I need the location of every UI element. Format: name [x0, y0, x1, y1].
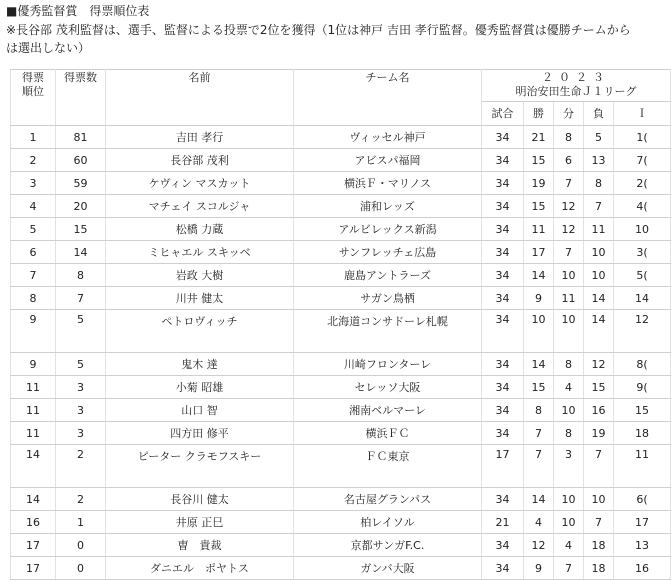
- losses-cell: 13: [584, 149, 614, 172]
- draws-cell: 8: [554, 353, 584, 376]
- team-cell: ヴィッセル神戸: [294, 126, 482, 149]
- table-row: [11, 149, 671, 172]
- rank-cell: 17: [11, 534, 56, 557]
- losses-cell: 10: [584, 241, 614, 264]
- table-row: [11, 376, 671, 399]
- rank-cell: 16: [11, 511, 56, 534]
- wins-cell: 15: [524, 376, 554, 399]
- name-cell: 川井 健太: [106, 287, 294, 310]
- table-row: [11, 399, 671, 422]
- matches-cell: 34: [482, 488, 524, 511]
- rank-cell: 4: [11, 195, 56, 218]
- team-cell: ＦＣ東京: [294, 445, 482, 488]
- wins-cell: 9: [524, 557, 554, 580]
- wins-cell: 14: [524, 488, 554, 511]
- draws-cell: 12: [554, 218, 584, 241]
- table-row: [11, 172, 671, 195]
- losses-cell: 7: [584, 195, 614, 218]
- draws-cell: 11: [554, 287, 584, 310]
- votes-cell: 60: [56, 149, 106, 172]
- matches-cell: 34: [482, 534, 524, 557]
- draws-cell: 6: [554, 149, 584, 172]
- rank-cell: 1: [11, 126, 56, 149]
- losses-cell: 8: [584, 172, 614, 195]
- table-row: [11, 511, 671, 534]
- wins-cell: 15: [524, 149, 554, 172]
- team-header: チーム名: [294, 70, 482, 126]
- team-cell: 横浜ＦＣ: [294, 422, 482, 445]
- votes-cell: 81: [56, 126, 106, 149]
- extra-cell: 4(: [614, 195, 671, 218]
- table-row: [11, 422, 671, 445]
- losses-cell: 7: [584, 511, 614, 534]
- wins-cell: 11: [524, 218, 554, 241]
- losses-cell: 16: [584, 399, 614, 422]
- wins-cell: 19: [524, 172, 554, 195]
- rank-cell: 3: [11, 172, 56, 195]
- votes-cell: 3: [56, 376, 106, 399]
- name-cell: 四方田 修平: [106, 422, 294, 445]
- matches-cell: 34: [482, 557, 524, 580]
- rank-cell: 9: [11, 353, 56, 376]
- draws-cell: 10: [554, 399, 584, 422]
- draws-cell: 7: [554, 557, 584, 580]
- extra-cell: 6(: [614, 488, 671, 511]
- page-note: ※長谷部 茂利監督は、選手、監督による投票で2位を獲得（1位は神戸 吉田 孝行監督。優秀監督賞は優勝チームからは選出しない）: [6, 23, 631, 55]
- extra-cell: 8(: [614, 353, 671, 376]
- extra-cell: 7(: [614, 149, 671, 172]
- ranking-table: [10, 69, 671, 580]
- name-cell: 曺 貴裁: [106, 534, 294, 557]
- page-title: ■優秀監督賞 得票順位表: [6, 4, 150, 18]
- name-cell: ペトロヴィッチ: [106, 310, 294, 353]
- name-cell: 長谷部 茂利: [106, 149, 294, 172]
- draws-header: 分: [554, 102, 584, 126]
- team-cell: セレッソ大阪: [294, 376, 482, 399]
- extra-cell: 10: [614, 218, 671, 241]
- name-cell: マチェイ スコルジャ: [106, 195, 294, 218]
- extra-cell: 13: [614, 534, 671, 557]
- table-row: [11, 126, 671, 149]
- rank-header: 得票 順位: [11, 70, 56, 126]
- team-cell: ガンバ大阪: [294, 557, 482, 580]
- table-row: [11, 445, 671, 488]
- team-cell: 京都サンガF.C.: [294, 534, 482, 557]
- name-cell: 岩政 大樹: [106, 264, 294, 287]
- team-cell: サンフレッチェ広島: [294, 241, 482, 264]
- rank-cell: 6: [11, 241, 56, 264]
- matches-cell: 34: [482, 264, 524, 287]
- rank-cell: 11: [11, 399, 56, 422]
- wins-cell: 9: [524, 287, 554, 310]
- losses-cell: 19: [584, 422, 614, 445]
- extra-cell: 1(: [614, 126, 671, 149]
- votes-cell: 1: [56, 511, 106, 534]
- extra-header: Ｉ: [614, 102, 671, 126]
- votes-cell: 14: [56, 241, 106, 264]
- votes-cell: 2: [56, 488, 106, 511]
- votes-cell: 5: [56, 310, 106, 353]
- name-cell: 吉田 孝行: [106, 126, 294, 149]
- rank-cell: 14: [11, 488, 56, 511]
- ranking-table-wrap: [10, 69, 650, 580]
- draws-cell: 10: [554, 310, 584, 353]
- table-row: [11, 218, 671, 241]
- name-cell: ミヒャエル スキッベ: [106, 241, 294, 264]
- losses-cell: 10: [584, 264, 614, 287]
- votes-cell: 5: [56, 353, 106, 376]
- wins-cell: 14: [524, 264, 554, 287]
- table-row: [11, 557, 671, 580]
- rank-cell: 8: [11, 287, 56, 310]
- table-row: [11, 353, 671, 376]
- matches-header: 試合: [482, 102, 524, 126]
- team-cell: 名古屋グランパス: [294, 488, 482, 511]
- draws-cell: 8: [554, 126, 584, 149]
- draws-cell: 4: [554, 534, 584, 557]
- header-row: [11, 70, 671, 102]
- draws-cell: 3: [554, 445, 584, 488]
- matches-cell: 34: [482, 195, 524, 218]
- extra-cell: 15: [614, 399, 671, 422]
- team-cell: 浦和レッズ: [294, 195, 482, 218]
- matches-cell: 34: [482, 241, 524, 264]
- table-row: [11, 310, 671, 353]
- losses-cell: 5: [584, 126, 614, 149]
- losses-cell: 10: [584, 488, 614, 511]
- name-cell: ダニエル ポヤトス: [106, 557, 294, 580]
- table-row: [11, 534, 671, 557]
- draws-cell: 8: [554, 422, 584, 445]
- rank-cell: 2: [11, 149, 56, 172]
- votes-cell: 20: [56, 195, 106, 218]
- votes-header: 得票数: [56, 70, 106, 126]
- name-cell: 山口 智: [106, 399, 294, 422]
- votes-cell: 2: [56, 445, 106, 488]
- wins-cell: 8: [524, 399, 554, 422]
- votes-cell: 0: [56, 557, 106, 580]
- matches-cell: 34: [482, 126, 524, 149]
- votes-cell: 15: [56, 218, 106, 241]
- votes-cell: 59: [56, 172, 106, 195]
- losses-cell: 18: [584, 534, 614, 557]
- draws-cell: 10: [554, 511, 584, 534]
- draws-cell: 10: [554, 488, 584, 511]
- extra-cell: 16: [614, 557, 671, 580]
- team-cell: 川崎フロンターレ: [294, 353, 482, 376]
- rank-cell: 11: [11, 376, 56, 399]
- wins-header: 勝: [524, 102, 554, 126]
- season-header: ２０２３ 明治安田生命Ｊ１リーグ: [482, 70, 671, 102]
- wins-cell: 21: [524, 126, 554, 149]
- wins-cell: 7: [524, 445, 554, 488]
- wins-cell: 12: [524, 534, 554, 557]
- losses-cell: 12: [584, 353, 614, 376]
- matches-cell: 34: [482, 287, 524, 310]
- table-row: [11, 488, 671, 511]
- losses-cell: 14: [584, 287, 614, 310]
- extra-cell: 12: [614, 310, 671, 353]
- rank-cell: 7: [11, 264, 56, 287]
- rank-cell: 11: [11, 422, 56, 445]
- team-cell: 北海道コンサドーレ札幌: [294, 310, 482, 353]
- matches-cell: 34: [482, 399, 524, 422]
- table-row: [11, 195, 671, 218]
- votes-cell: 3: [56, 422, 106, 445]
- matches-cell: 34: [482, 422, 524, 445]
- votes-cell: 8: [56, 264, 106, 287]
- table-row: [11, 241, 671, 264]
- votes-cell: 0: [56, 534, 106, 557]
- wins-cell: 15: [524, 195, 554, 218]
- header-block: [0, 0, 640, 57]
- name-cell: ケヴィン マスカット: [106, 172, 294, 195]
- rank-cell: 14: [11, 445, 56, 488]
- extra-cell: 18: [614, 422, 671, 445]
- team-cell: サガン鳥栖: [294, 287, 482, 310]
- team-cell: 湘南ベルマーレ: [294, 399, 482, 422]
- wins-cell: 14: [524, 353, 554, 376]
- extra-cell: 2(: [614, 172, 671, 195]
- rank-cell: 5: [11, 218, 56, 241]
- team-cell: 鹿島アントラーズ: [294, 264, 482, 287]
- extra-cell: 9(: [614, 376, 671, 399]
- matches-cell: 34: [482, 172, 524, 195]
- extra-cell: 17: [614, 511, 671, 534]
- team-cell: 柏レイソル: [294, 511, 482, 534]
- rank-cell: 17: [11, 557, 56, 580]
- name-header: 名前: [106, 70, 294, 126]
- extra-cell: 14: [614, 287, 671, 310]
- table-row: [11, 264, 671, 287]
- table-row: [11, 287, 671, 310]
- draws-cell: 12: [554, 195, 584, 218]
- votes-cell: 7: [56, 287, 106, 310]
- name-cell: 小菊 昭雄: [106, 376, 294, 399]
- table-body: [11, 126, 671, 580]
- losses-cell: 15: [584, 376, 614, 399]
- matches-cell: 34: [482, 353, 524, 376]
- name-cell: 松橋 力蔵: [106, 218, 294, 241]
- matches-cell: 34: [482, 149, 524, 172]
- wins-cell: 4: [524, 511, 554, 534]
- draws-cell: 4: [554, 376, 584, 399]
- wins-cell: 10: [524, 310, 554, 353]
- wins-cell: 7: [524, 422, 554, 445]
- votes-cell: 3: [56, 399, 106, 422]
- team-cell: アビスパ福岡: [294, 149, 482, 172]
- matches-cell: 21: [482, 511, 524, 534]
- extra-cell: 11: [614, 445, 671, 488]
- wins-cell: 17: [524, 241, 554, 264]
- extra-cell: 3(: [614, 241, 671, 264]
- losses-cell: 18: [584, 557, 614, 580]
- matches-cell: 17: [482, 445, 524, 488]
- losses-cell: 11: [584, 218, 614, 241]
- team-cell: アルビレックス新潟: [294, 218, 482, 241]
- matches-cell: 34: [482, 218, 524, 241]
- matches-cell: 34: [482, 376, 524, 399]
- name-cell: 鬼木 達: [106, 353, 294, 376]
- extra-cell: 5(: [614, 264, 671, 287]
- name-cell: 長谷川 健太: [106, 488, 294, 511]
- rank-cell: 9: [11, 310, 56, 353]
- draws-cell: 7: [554, 241, 584, 264]
- name-cell: ピーター クラモフスキー: [106, 445, 294, 488]
- losses-cell: 14: [584, 310, 614, 353]
- draws-cell: 10: [554, 264, 584, 287]
- losses-header: 負: [584, 102, 614, 126]
- team-cell: 横浜Ｆ・マリノス: [294, 172, 482, 195]
- draws-cell: 7: [554, 172, 584, 195]
- name-cell: 井原 正巳: [106, 511, 294, 534]
- losses-cell: 7: [584, 445, 614, 488]
- matches-cell: 34: [482, 310, 524, 353]
